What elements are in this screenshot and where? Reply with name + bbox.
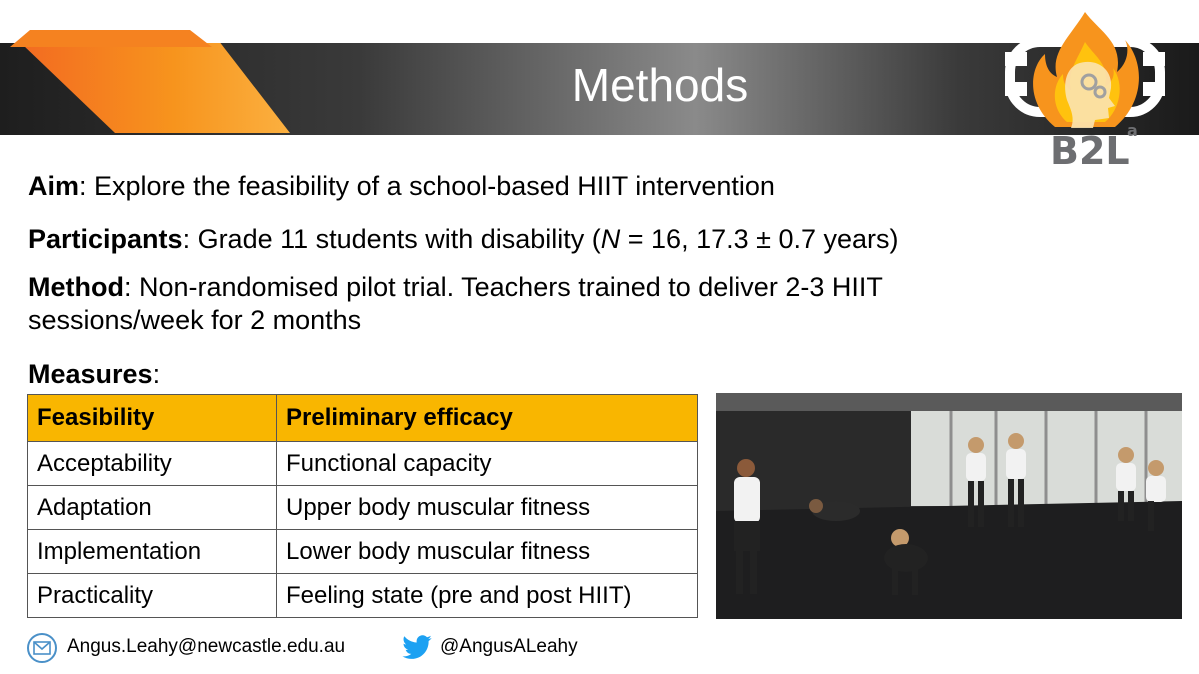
orange-accent-edge bbox=[0, 22, 215, 47]
logo-superscript: a bbox=[1127, 121, 1138, 140]
aim-text: : Explore the feasibility of a school-based HIIT intervention bbox=[79, 171, 775, 201]
table-cell: Implementation bbox=[28, 530, 277, 574]
table-header-efficacy: Preliminary efficacy bbox=[277, 395, 698, 442]
table-cell: Acceptability bbox=[28, 442, 277, 486]
table-cell: Feeling state (pre and post HIIT) bbox=[277, 574, 698, 618]
measures-table bbox=[27, 394, 698, 618]
b2la-logo bbox=[1005, 2, 1195, 172]
participants-text-after: = 16, 17.3 ± 0.7 years) bbox=[620, 224, 899, 254]
measures-colon: : bbox=[152, 359, 161, 389]
aim-label: Aim bbox=[28, 171, 80, 201]
table-header-feasibility: Feasibility bbox=[28, 395, 277, 442]
method-label: Method bbox=[28, 272, 124, 302]
envelope-icon bbox=[26, 632, 58, 664]
table-cell: Practicality bbox=[28, 574, 277, 618]
email-link[interactable]: Angus.Leahy@newcastle.edu.au bbox=[67, 636, 346, 657]
measures-label: Measures bbox=[28, 359, 153, 389]
logo-text: B2L bbox=[1050, 129, 1130, 172]
page-title: Methods bbox=[571, 59, 749, 111]
table-cell: Lower body muscular fitness bbox=[277, 530, 698, 574]
table-row bbox=[28, 574, 698, 618]
aim-line bbox=[28, 170, 775, 203]
measures-heading bbox=[28, 358, 160, 391]
table-cell: Adaptation bbox=[28, 486, 277, 530]
table-header-row bbox=[28, 395, 698, 442]
twitter-handle-link[interactable]: @AngusALeahy bbox=[440, 636, 578, 657]
participants-text-before: : Grade 11 students with disability ( bbox=[182, 224, 601, 254]
table-row bbox=[28, 530, 698, 574]
table-cell: Upper body muscular fitness bbox=[277, 486, 698, 530]
method-text-line2: sessions/week for 2 months bbox=[28, 305, 362, 335]
participants-label: Participants bbox=[28, 224, 183, 254]
method-text-line1: : Non-randomised pilot trial. Teachers trained to deliver 2-3 HIIT bbox=[123, 272, 883, 302]
table-cell: Functional capacity bbox=[277, 442, 698, 486]
table-row bbox=[28, 442, 698, 486]
hiit-class-photo bbox=[716, 393, 1182, 619]
method-line bbox=[28, 271, 883, 337]
participants-line bbox=[28, 223, 899, 256]
table-row bbox=[28, 486, 698, 530]
twitter-bird-icon bbox=[401, 634, 433, 662]
participants-n-symbol: N bbox=[600, 224, 621, 254]
